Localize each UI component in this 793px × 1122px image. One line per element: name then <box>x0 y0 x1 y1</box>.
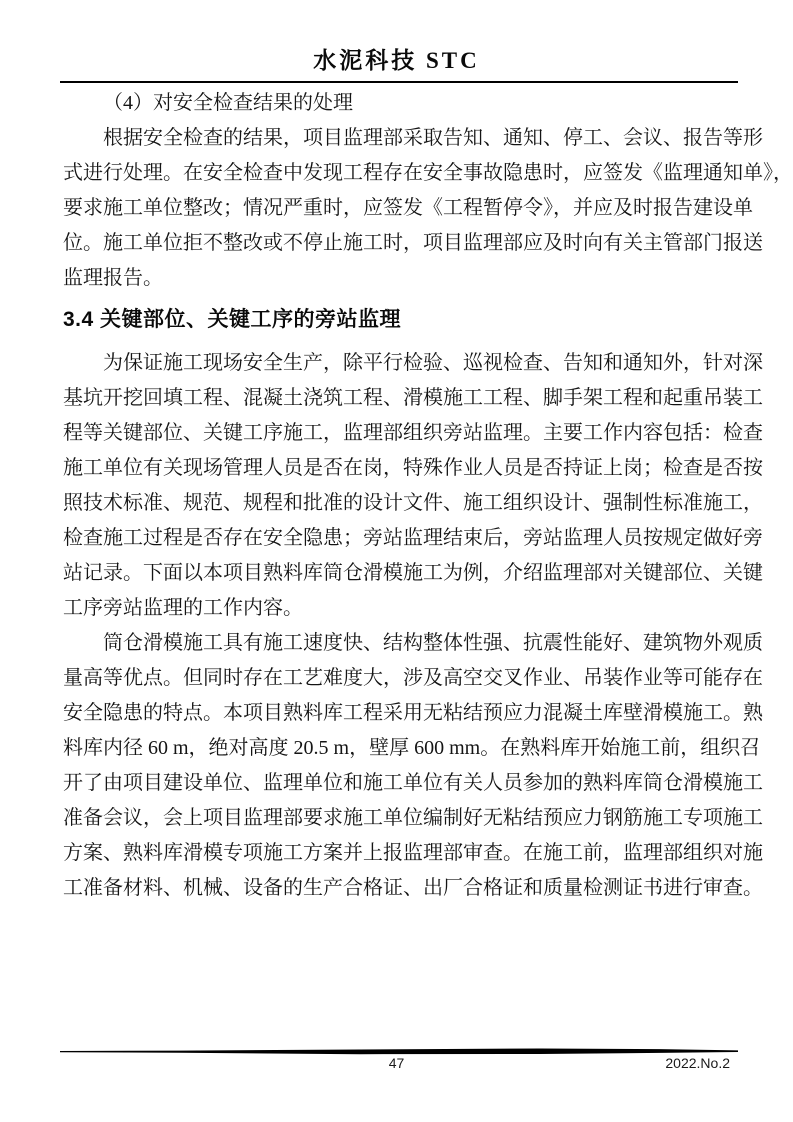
text-line: 筒仓滑模施工具有施工速度快、结构整体性强、抗震性能好、建筑物外观质 <box>103 632 763 654</box>
text-line: 施工单位有关现场管理人员是否在岗，特殊作业人员是否持证上岗；检查是否按 <box>63 457 763 479</box>
header-rule <box>60 81 738 83</box>
text-line: 站记录。下面以本项目熟料库筒仓滑模施工为例，介绍监理部对关键部位、关键 <box>63 562 763 584</box>
text-line: 准备会议，会上项目监理部要求施工单位编制好无粘结预应力钢筋施工专项施工 <box>63 807 763 829</box>
text-line: 方案、熟料库滑模专项施工方案并上报监理部审查。在施工前，监理部组织对施 <box>63 842 763 864</box>
text-line: 照技术标准、规范、规程和批准的设计文件、施工组织设计、强制性标准施工， <box>63 492 763 514</box>
text-line: 安全隐患的特点。本项目熟料库工程采用无粘结预应力混凝土库壁滑模施工。熟 <box>63 702 763 724</box>
paragraph-3 <box>63 626 763 906</box>
journal-title: 水泥科技 STC <box>313 48 480 73</box>
paragraph-2 <box>63 346 763 626</box>
page-number: 47 <box>388 1055 405 1071</box>
text-line: 工序旁站监理的工作内容。 <box>63 597 303 619</box>
text-line: 监理报告。 <box>63 267 163 289</box>
footer-rule <box>60 1048 738 1055</box>
text-line: 为保证施工现场安全生产，除平行检验、巡视检查、告知和通知外，针对深 <box>103 352 763 374</box>
text-line: 程等关键部位、关键工序施工，监理部组织旁站监理。主要工作内容包括：检查 <box>63 422 763 444</box>
text-line: 检查施工过程是否存在安全隐患；旁站监理结束后，旁站监理人员按规定做好旁 <box>63 527 763 549</box>
page-footer <box>63 1055 730 1075</box>
issue-label: 2022.No.2 <box>665 1055 730 1071</box>
text-line: 要求施工单位整改；情况严重时，应签发《工程暂停令》，并应及时报告建设单 <box>63 197 753 219</box>
text-line: 位。施工单位拒不整改或不停止施工时，项目监理部应及时向有关主管部门报送 <box>63 232 763 254</box>
text-line: 式进行处理。在安全检查中发现工程存在安全事故隐患时，应签发《监理通知单》， <box>63 162 793 184</box>
text-line: 根据安全检查的结果，项目监理部采取告知、通知、停工、会议、报告等形 <box>103 127 763 149</box>
text-line: 开了由项目建设单位、监理单位和施工单位有关人员参加的熟料库筒仓滑模施工 <box>63 772 763 794</box>
item-heading-block <box>63 86 730 121</box>
paragraph-1 <box>63 121 793 296</box>
text-line: 料库内径 60 m，绝对高度 20.5 m，壁厚 600 mm。在熟料库开始施工前，组织召 <box>63 737 761 759</box>
text-line: 量高等优点。但同时存在工艺难度大，涉及高空交叉作业、吊装作业等可能存在 <box>63 667 763 689</box>
section-heading: 3.4 关键部位、关键工序的旁站监理 <box>63 308 402 331</box>
text-line: 基坑开挖回填工程、混凝土浇筑工程、滑模施工工程、脚手架工程和起重吊装工 <box>63 387 763 409</box>
item-heading: （4）对安全检查结果的处理 <box>103 92 353 114</box>
text-line: 工准备材料、机械、设备的生产合格证、出厂合格证和质量检测证书进行审查。 <box>63 877 763 899</box>
